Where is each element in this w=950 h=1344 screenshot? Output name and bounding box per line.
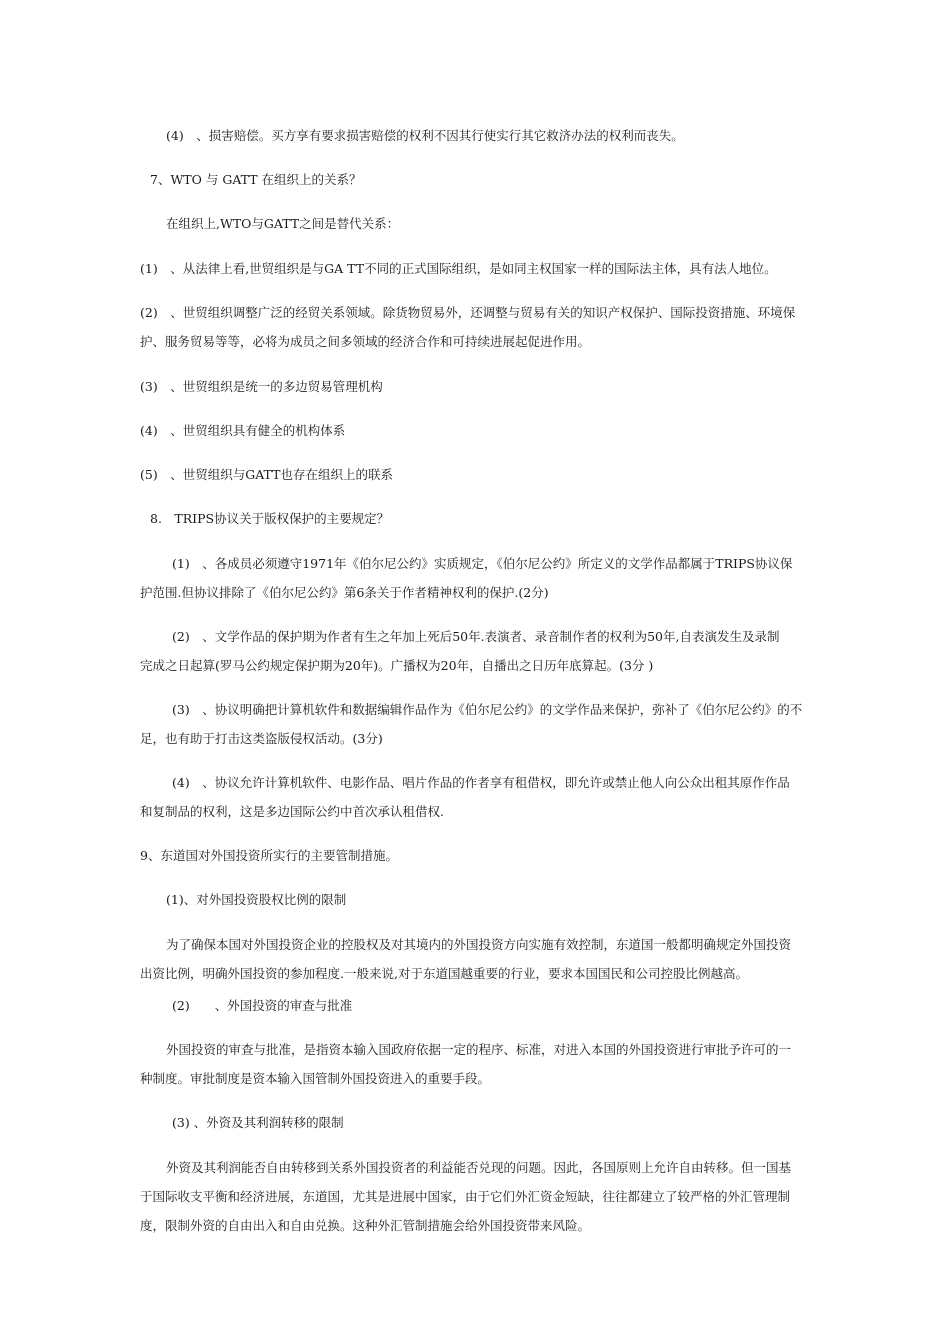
paragraph-q7-item-5: (5) 、世贸组织与GATT也存在组织上的联系 bbox=[140, 467, 393, 482]
paragraph-q9-item-3-line-1: 外资及其利润能否自由转移到关系外国投资者的利益能否兑现的问题。因此，各国原则上允许自由转移。但一国基 bbox=[166, 1160, 792, 1175]
subheading-q9-item-3: (3) 、外资及其利润转移的限制 bbox=[172, 1115, 344, 1130]
paragraph-q7-item-2-line-1: (2) 、世贸组织调整广泛的经贸关系领域。除货物贸易外，还调整与贸易有关的知识产权保护、国际投资措施、环境保 bbox=[140, 305, 796, 320]
subheading-q9-item-2: (2) 、外国投资的审查与批准 bbox=[172, 998, 353, 1013]
paragraph-q8-item-4-line-2: 和复制品的权利，这是多边国际公约中首次承认租借权. bbox=[140, 804, 444, 819]
paragraph-q7-item-3: (3) 、世贸组织是统一的多边贸易管理机构 bbox=[140, 379, 383, 394]
paragraph-q8-item-1-line-2: 护范围.但协议排除了《伯尔尼公约》第6条关于作者精神权利的保护.(2分) bbox=[140, 585, 549, 600]
subheading-q9-item-1: (1)、对外国投资股权比例的限制 bbox=[166, 892, 347, 907]
paragraph-q8-item-3-line-2: 足，也有助于打击这类盗版侵权活动。(3分) bbox=[140, 731, 383, 746]
paragraph-q8-item-1-line-1: (1) 、各成员必须遵守1971年《伯尔尼公约》实质规定，《伯尔尼公约》所定义的文学作品都属于TRIPS协议保 bbox=[172, 556, 793, 571]
heading-question-9: 9、东道国对外国投资所实行的主要管制措施。 bbox=[140, 848, 398, 863]
paragraph-q7-item-2-line-2: 护、服务贸易等等，必将为成员之间多领域的经济合作和可持续进展起促进作用。 bbox=[140, 334, 591, 349]
paragraph-q8-item-2-line-2: 完成之日起算(罗马公约规定保护期为20年)。广播权为20年，自播出之日历年底算起。(3分 ) bbox=[140, 658, 654, 673]
paragraph-q7-item-1: (1) 、从法律上看,世贸组织是与GA TT不同的正式国际组织，是如同主权国家一样的国际法主体，具有法人地位。 bbox=[140, 261, 777, 276]
paragraph-q8-item-4-line-1: (4) 、协议允许计算机软件、电影作品、唱片作品的作者享有租借权，即允许或禁止他人向公众出租其原作作品 bbox=[172, 775, 790, 790]
paragraph-q9-item-3-line-2: 于国际收支平衡和经济进展，东道国，尤其是进展中国家，由于它们外汇资金短缺，往往都建立了较严格的外汇管理制 bbox=[140, 1189, 791, 1204]
paragraph-q9-item-1-line-1: 为了确保本国对外国投资企业的控股权及对其境内的外国投资方向实施有效控制，东道国一般都明确规定外国投资 bbox=[166, 937, 792, 952]
paragraph-q9-item-2-line-1: 外国投资的审查与批准，是指资本输入国政府依据一定的程序、标准，对进入本国的外国投资进行审批予许可的一 bbox=[166, 1042, 792, 1057]
heading-question-7: 7、WTO 与 GATT 在组织上的关系？ bbox=[150, 172, 362, 187]
paragraph-q9-item-3-line-3: 度，限制外资的自由出入和自由兑换。这种外汇管制措施会给外国投资带来风险。 bbox=[140, 1218, 591, 1233]
paragraph-q7-item-4: (4) 、世贸组织具有健全的机构体系 bbox=[140, 423, 346, 438]
paragraph-q7-intro: 在组织上,WTO与GATT之间是替代关系： bbox=[166, 216, 400, 231]
heading-question-8: 8. TRIPS协议关于版权保护的主要规定？ bbox=[150, 511, 390, 526]
paragraph-q8-item-3-line-1: (3) 、协议明确把计算机软件和数据编辑作品作为《伯尔尼公约》的文学作品来保护，弥补了《伯尔尼公约》的不 bbox=[172, 702, 803, 717]
paragraph-q8-item-2-line-1: (2) 、文学作品的保护期为作者有生之年加上死后50年.表演者、录音制作者的权利为50年,自表演发生及录制 bbox=[172, 629, 780, 644]
paragraph-damages-line-1: (4) 、损害赔偿。买方享有要求损害赔偿的权利不因其行使实行其它救济办法的权利而丧失。 bbox=[166, 128, 684, 143]
paragraph-q9-item-1-line-2: 出资比例，明确外国投资的参加程度.一般来说,对于东道国越重要的行业，要求本国国民和公司控股比例越高。 bbox=[140, 966, 748, 981]
paragraph-q9-item-2-line-2: 种制度。审批制度是资本输入国管制外国投资进入的重要手段。 bbox=[140, 1071, 491, 1086]
